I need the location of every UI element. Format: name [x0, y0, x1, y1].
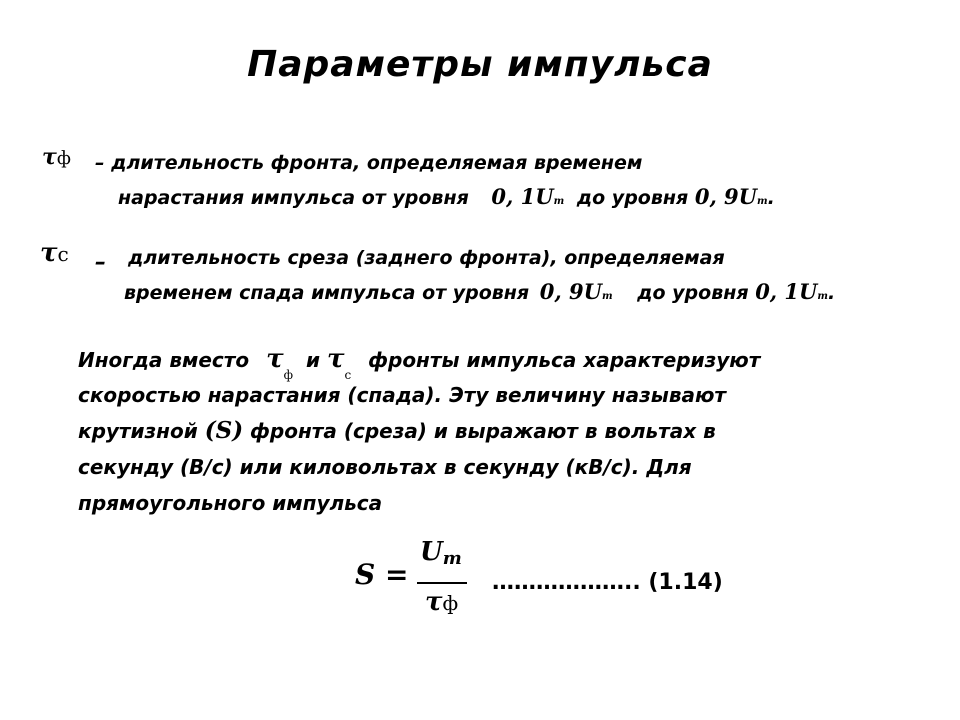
paragraph-line-2: скоростью нарастания (спада). Эту величину называют: [78, 383, 727, 407]
definition-rise-time: – длительность фронта, определяемая временем: [95, 152, 643, 174]
definition-rise-time-line2: нарастания импульса от уровня 0, 1Um до уровня 0, 9Um.: [118, 184, 775, 209]
formula-number: ……………….. (1.14): [492, 570, 723, 595]
formula-lhs: S =: [355, 558, 409, 591]
paragraph-line-4: секунду (В/с) или киловольтах в секунду (кВ/с). Для: [78, 455, 692, 479]
formula-numerator: Um: [420, 537, 462, 569]
definition-dash: –: [95, 250, 106, 275]
paragraph-line-3: крутизной (S) фронта (среза) и выражают в вольтах в: [78, 417, 716, 444]
tau-f-symbol: τф: [42, 144, 71, 170]
fraction-bar: [417, 582, 467, 584]
paragraph-line-5: прямоугольного импульса: [78, 491, 383, 515]
paragraph-line-1: Иногда вместо $\tau_ф$ и $\tau_с$ фронты импульса характеризуют: [78, 344, 761, 382]
definition-fall-time: длительность среза (заднего фронта), определяемая: [128, 247, 725, 269]
page-title: Параметры импульса: [247, 44, 713, 85]
formula-denominator: τф: [425, 587, 459, 617]
tau-c-symbol: τс: [40, 238, 69, 268]
definition-fall-time-line2: временем спада импульса от уровня 0, 9Um до уровня 0, 1Um.: [124, 279, 836, 304]
